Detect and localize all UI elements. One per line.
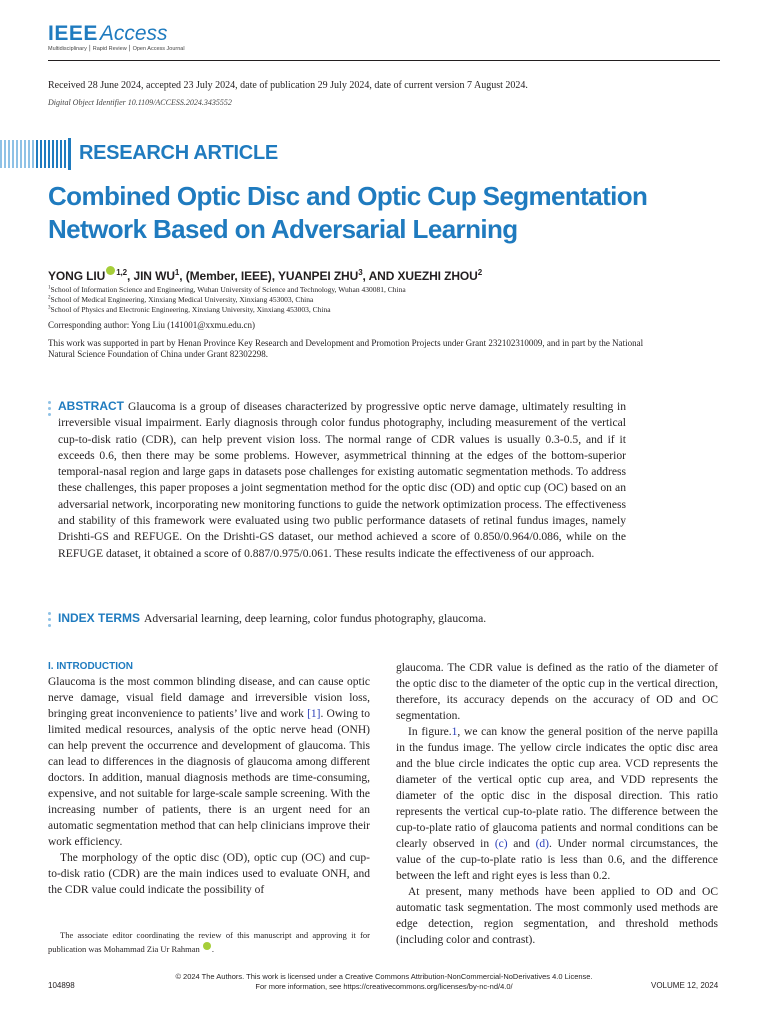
index-terms-label: INDEX TERMS	[58, 611, 141, 625]
paragraph-text: . Under normal circumstances, the value of the cup-to-plate ratio is less than 0.6, and the difference between the left and right eyes is less than 0.2.	[396, 838, 718, 882]
paragraph-text: , we can know the general position of the nerve papilla in the fundus image. The yellow circle indicates the optic disc area and the blue circle indicates the optic cup area. VCD represents the diameter of the vertical optic cup area, and VDD represents the diameter of the optic disc in the disposal direction. This ratio represents the vertical cup-to-plate ratio. The difference between the cup-to-plate ratio of glaucoma patients and normal conditions can be clearly observed in	[396, 726, 718, 850]
citation-link[interactable]: [1]	[307, 708, 321, 720]
paragraph-text: . Owing to limited medical resources, analysis of the optic nerve head (ONH) can help prevent the occurrence and development of glaucoma. This can lead to differences in the diagnosis of glaucoma among different doctors. In addition, manual diagnosis methods are time-consuming, expensive, and not suitable for large-scale sample screening. With the increasing number of patients, there is an urgent need for an automatic segmentation method that can help clinicians improve their work efficiency.	[48, 708, 370, 848]
affiliation-number: 2	[48, 295, 51, 301]
index-terms-text: Adversarial learning, deep learning, color fundus photography, glaucoma.	[144, 612, 487, 625]
article-type-banner	[0, 138, 280, 170]
logo-access-text: Access	[99, 22, 168, 45]
figure-link[interactable]: (c)	[494, 838, 508, 850]
paragraph-text: In figure.	[408, 726, 452, 738]
section-heading: I. INTRODUCTION	[48, 661, 133, 672]
paragraph-text: Glaucoma is the most common blinding disease, and can cause optic nerve damage, visual field damage and irreversible vision loss, bringing great inconvenience to patients’ live and work	[48, 676, 370, 720]
license-link[interactable]: For more information, see https://creativecommons.org/licenses/by-nc-nd/4.0/	[255, 982, 513, 991]
author-name: , AND XUEZHI ZHOU	[362, 269, 478, 283]
index-dots-decoration	[48, 612, 51, 630]
volume-label: VOLUME 12, 2024	[651, 981, 719, 990]
paragraph: The morphology of the optic disc (OD), optic cup (OC) and cup-to-disk ratio (CDR) are the main indices used to evaluate ONH, and the CDR value could indicate the possibility of	[48, 852, 370, 896]
author-list	[48, 266, 482, 283]
paragraph: At present, many methods have been applied to OD and OC automatic task segmentation. The most commonly used methods are edge detection, region segmentation, and threshold methods (including color and contrast).	[396, 886, 718, 946]
doi: Digital Object Identifier 10.1109/ACCESS.2024.3435552	[48, 98, 232, 107]
author-name: , (Member, IEEE), YUANPEI ZHU	[179, 269, 359, 283]
license-text: © 2024 The Authors. This work is licensed under a Creative Commons Attribution-NonCommercial-NoDerivatives 4.0 License.	[175, 972, 593, 981]
author-affil-sup: 1	[174, 268, 180, 277]
author-affil-sup: 2	[477, 268, 483, 277]
affiliation-text: School of Physics and Electronic Engineering, Xinxiang University, Xinxiang 453003, China	[50, 305, 331, 314]
publication-dates: Received 28 June 2024, accepted 23 July 2024, date of publication 29 July 2024, date of current version 7 August 2024.	[48, 80, 528, 91]
header-divider	[48, 60, 720, 61]
orcid-icon[interactable]	[203, 942, 211, 950]
article-type-label	[68, 138, 288, 170]
affiliation	[48, 305, 331, 314]
banner-stripes-accent	[36, 140, 66, 168]
figure-link[interactable]: (d)	[535, 838, 549, 850]
paper-title: Combined Optic Disc and Optic Cup Segmentation Network Based on Adversarial Learning	[48, 181, 648, 244]
logo-tagline: Multidisciplinary ⎮ Rapid Review ⎮ Open Access Journal	[48, 46, 185, 52]
paragraph	[48, 674, 370, 850]
abstract	[58, 398, 626, 562]
author-name: , JIN WU	[127, 269, 175, 283]
footnote-end: .	[211, 944, 215, 954]
affiliation-number: 1	[48, 285, 51, 291]
affiliation	[48, 295, 313, 304]
left-column	[48, 660, 370, 898]
affiliation-number: 3	[48, 305, 51, 311]
funding-statement: This work was supported in part by Henan Province Key Research and Development and Promotion Projects under Grant 232102310009, and in part by the National Natural Science Foundation of China under Grant 82302298.	[48, 338, 644, 359]
author-affil-sup: 3	[358, 268, 363, 277]
abstract-text: Glaucoma is a group of diseases characterized by progressive optic nerve damage, ultimately resulting in irreversible visual impairment. Early diagnosis through color fundus photography, including measurement of the vertical cup-to-disk ratio (CDR), can help prevent vision loss. The normal range of CDR values is usually 0.3-0.5, and if it exceeds 0.6, then there may be some problems. However, asymmetrical thinning at the edges of the bottom-superior temporal-nasal region and large gaps in datasets pose challenges for existing automatic segmentation methods. To address these challenges, this paper proposes a joint segmentation method for the optic disc (OD) and optic cup (OC) based on an adversarial network, incorporating new monitoring functions to guide the network optimization process. The effectiveness and stability of this framework were evaluated using two public performance datasets of retinal fundus images, namely Drishti-GS and REFUGE. On the Drishti-GS dataset, our method achieved a score of 0.850/0.964/0.086, while on the REFUGE dataset, it obtained a score of 0.887/0.975/0.061. These results indicate the effectiveness of our approach.	[58, 400, 626, 560]
affiliation-text: School of Information Science and Engineering, Wuhan University of Science and Technology, Wuhan 430081, China	[50, 285, 406, 294]
abstract-dots-decoration	[48, 401, 51, 419]
page-number: 104898	[48, 981, 75, 990]
figure-link[interactable]: 1	[451, 726, 458, 738]
logo-ieee-text: IEEE	[48, 22, 98, 45]
abstract-label: ABSTRACT	[58, 399, 124, 413]
index-terms	[58, 610, 658, 627]
article-type-text: RESEARCH ARTICLE	[79, 142, 278, 164]
author-affil-sup: 1,2	[116, 268, 128, 277]
affiliation-text: School of Medical Engineering, Xinxiang Medical University, Xinxiang 453003, China	[50, 295, 314, 304]
author-name: YONG LIU	[48, 269, 106, 283]
affiliation	[48, 285, 406, 294]
paragraph: glaucoma. The CDR value is defined as the ratio of the diameter of the optic disc to the diameter of the optic cup in the vertical direction, therefore, its accuracy depends on the accuracy of OD and OC segmentation.	[396, 662, 718, 722]
paragraph	[396, 724, 718, 884]
paragraph-text: and	[507, 838, 536, 850]
journal-logo	[48, 22, 185, 52]
right-column	[396, 660, 718, 948]
footnote-text: The associate editor coordinating the review of this manuscript and approving it for publication was Mohammad Zia Ur Rahman	[48, 930, 370, 954]
orcid-icon[interactable]	[106, 266, 115, 275]
editor-footnote	[48, 928, 370, 956]
corresponding-author: Corresponding author: Yong Liu (141001@xxmu.edu.cn)	[48, 320, 256, 330]
